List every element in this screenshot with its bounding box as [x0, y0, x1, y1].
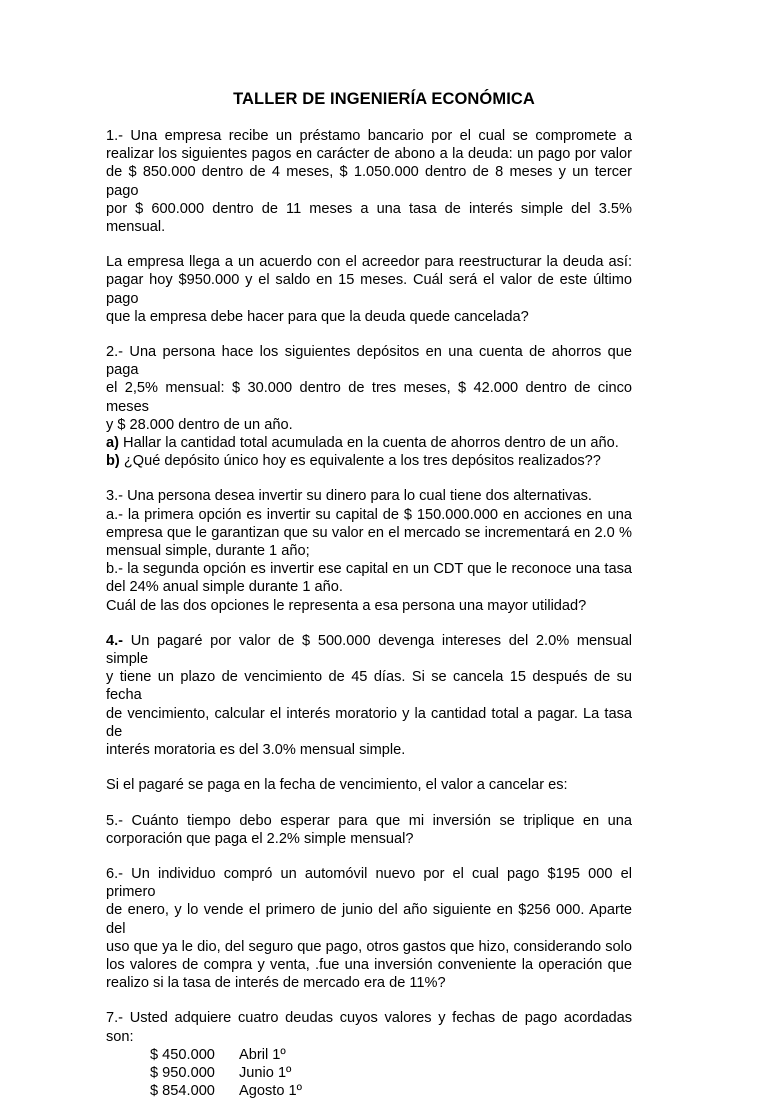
- question-2: [106, 343, 632, 470]
- text-line: Cuál de las dos opciones le representa a esa persona una mayor utilidad?: [106, 597, 587, 614]
- text-line: y tiene un plazo de vencimiento de 45 días. Si se cancela 15 después de su fecha: [106, 669, 632, 704]
- item-text: Hallar la cantidad total acumulada en la cuenta de ahorros dentro de un año.: [118, 435, 619, 452]
- text-line: realizar los siguientes pagos en carácter de abono a la deuda: un pago por valor: [106, 146, 632, 163]
- text-line: y $ 28.000 dentro de un año.: [106, 416, 293, 433]
- text-line: corporación que paga el 2.2% simple mensual?: [106, 830, 414, 847]
- text-line: 6.- Un individuo compró un automóvil nuevo por el cual pago $195 000 el primero: [106, 865, 632, 901]
- text-line: 1.- Una empresa recibe un préstamo bancario por el cual se compromete a: [106, 128, 632, 144]
- document-body: [106, 127, 632, 1117]
- question-2-item-a: [106, 434, 632, 452]
- debt-list: [106, 1046, 632, 1101]
- text-line: empresa que le garantizan que su valor en el mercado se incrementará en 2.0 %: [106, 524, 632, 541]
- debt-date: Abril 1º: [239, 1046, 286, 1063]
- debt-date: Junio 1º: [239, 1064, 292, 1081]
- debt-amount: $ 450.000: [150, 1046, 215, 1063]
- text-line: 7.- Usted adquiere cuatro deudas cuyos valores y fechas de pago acordadas son:: [106, 1010, 632, 1045]
- text-line: por $ 600.000 dentro de 11 meses a una tasa de interés simple del 3.5%: [106, 200, 632, 217]
- text-line: 2.- Una persona hace los siguientes depósitos en una cuenta de ahorros que paga: [106, 344, 632, 379]
- question-2-item-b: [106, 452, 632, 470]
- question-7: [106, 1009, 632, 1100]
- text-line: el 2,5% mensual: $ 30.000 dentro de tres meses, $ 42.000 dentro de cinco meses: [106, 380, 632, 415]
- text-line: de vencimiento, calcular el interés moratorio y la cantidad total a pagar. La tasa de: [106, 705, 632, 740]
- text-line: 5.- Cuánto tiempo debo esperar para que mi inversión se triplique en una: [106, 812, 632, 829]
- text-span: Un pagaré por valor de $ 500.000 devenga intereses del 2.0% mensual simple: [106, 632, 632, 668]
- text-line: b.- la segunda opción es invertir ese capital en un CDT que le reconoce una tasa: [106, 561, 632, 578]
- item-label: a): [106, 435, 119, 452]
- list-item: [106, 1046, 632, 1064]
- debt-date: Agosto 1º: [239, 1083, 302, 1100]
- text-line: [106, 632, 632, 668]
- debt-amount: $ 854.000: [150, 1083, 215, 1100]
- text-line: uso que ya le dio, del seguro que pago, otros gastos que hizo, considerando solo: [106, 938, 632, 955]
- question-5: [106, 812, 632, 848]
- text-line: interés moratoria es del 3.0% mensual simple.: [106, 742, 406, 759]
- list-item: [106, 1064, 632, 1082]
- question-1-part-b: [106, 253, 632, 326]
- item-label: b): [106, 453, 120, 470]
- question-4: [106, 632, 632, 759]
- text-line: mensual.: [106, 219, 166, 236]
- text-line: a.- la primera opción es invertir su capital de $ 150.000.000 en acciones en una: [106, 506, 632, 523]
- question-1: [106, 127, 632, 236]
- text-line: realizo si la tasa de interés de mercado era de 11%?: [106, 975, 446, 992]
- text-line: del 24% anual simple durante 1 año.: [106, 579, 343, 596]
- debt-amount: $ 950.000: [150, 1064, 215, 1081]
- question-4-part-b: [106, 776, 632, 794]
- text-line: 3.- Una persona desea invertir su dinero para lo cual tiene dos alternativas.: [106, 488, 592, 505]
- question-3: [106, 487, 632, 614]
- text-line: mensual simple, durante 1 año;: [106, 543, 310, 560]
- text-line: de $ 850.000 dentro de 4 meses, $ 1.050.000 dentro de 8 meses y un tercer pago: [106, 164, 632, 199]
- page-title: TALLER DE INGENIERÍA ECONÓMICA: [233, 90, 535, 108]
- question-label: 4.-: [106, 632, 124, 649]
- text-line: de enero, y lo vende el primero de junio del año siguiente en $256 000. Aparte del: [106, 902, 632, 937]
- item-text: ¿Qué depósito único hoy es equivalente a los tres depósitos realizados??: [119, 453, 601, 470]
- text-line: que la empresa debe hacer para que la deuda quede cancelada?: [106, 308, 529, 325]
- text-line: La empresa llega a un acuerdo con el acreedor para reestructurar la deuda así:: [106, 254, 632, 271]
- question-6: [106, 865, 632, 992]
- list-item: [106, 1082, 632, 1100]
- text-line: pagar hoy $950.000 y el saldo en 15 meses. Cuál será el valor de este último pago: [106, 272, 632, 307]
- text-line: los valores de compra y venta, .fue una inversión conveniente la operación que: [106, 956, 632, 973]
- text-line: Si el pagaré se paga en la fecha de vencimiento, el valor a cancelar es:: [106, 777, 568, 794]
